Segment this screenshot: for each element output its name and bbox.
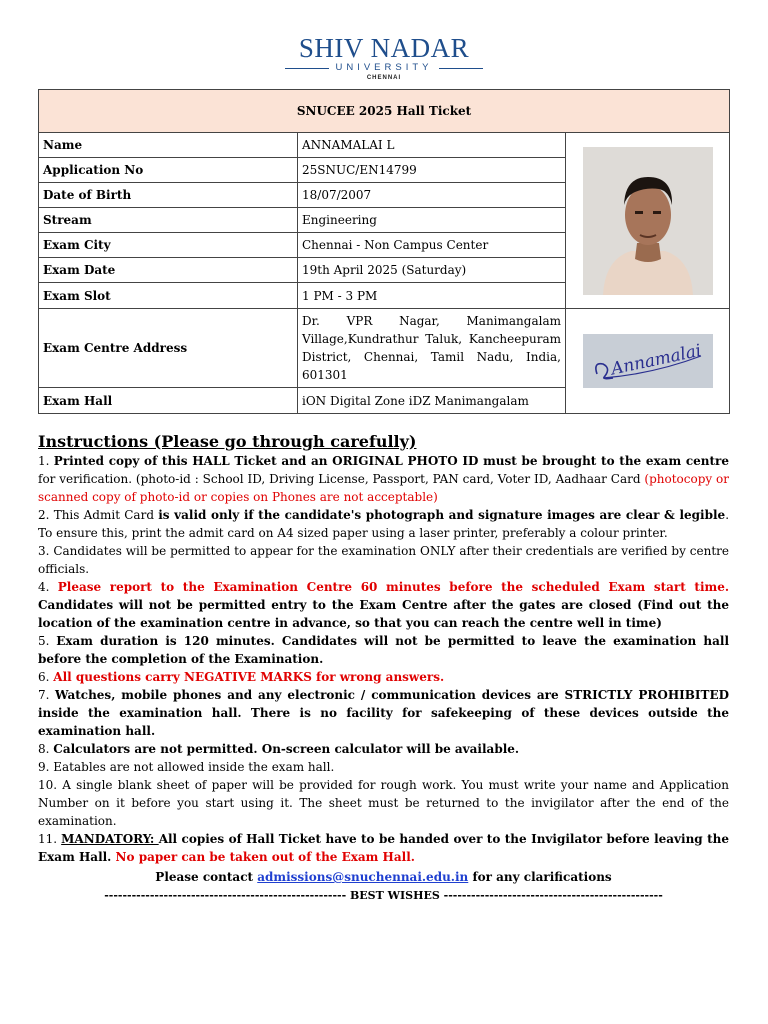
instruction-number: 7.: [38, 688, 56, 702]
instruction-number: 4.: [38, 580, 58, 594]
instruction-text: This Admit Card: [53, 508, 159, 522]
logo-sub: [0, 62, 768, 74]
row-label: Application No: [39, 158, 298, 183]
logo-rule-right: [439, 68, 483, 69]
instruction-bold: All copies of Hall Ticket have to be handed over to the Invigilator before leaving the Exam Hall.: [38, 832, 729, 864]
instruction-item: [38, 668, 729, 686]
contact-pre: Please contact: [155, 870, 258, 884]
instruction-item: [38, 686, 729, 740]
row-label: Date of Birth: [39, 183, 298, 208]
signature-text: Annamalai: [608, 340, 703, 380]
instruction-item: 9. Eatables are not allowed inside the exam hall.: [38, 760, 335, 774]
instruction-text: . To ensure this, print the admit card on A4 sized paper using a laser printer, preferably a colour printer.: [38, 508, 730, 540]
contact-line: [38, 868, 729, 886]
row-value-address: Dr. VPR Nagar, Manimangalam Village,Kundrathur Taluk, Kancheepuram District, Chennai, Tamil Nadu, India, 601301: [298, 309, 566, 388]
instruction-bold: Watches, mobile phones and any electronic / communication devices are STRICTLY PROHIBITED inside the examination hall. There is no facility for safekeeping of these devices outside the examination hall.: [38, 688, 730, 738]
logo-sub-text: UNIVERSITY: [335, 62, 433, 73]
instruction-bold: Calculators are not permitted. On-screen calculator will be available.: [53, 742, 520, 756]
row-label: Exam Date: [39, 258, 298, 283]
instruction-item: [38, 830, 729, 866]
instruction-text: for verification. (photo-id : School ID, Driving License, Passport, PAN card, Voter ID, Aadhaar Card: [38, 472, 645, 486]
best-wishes-line: ----------------------------------------------------- BEST WISHES ------------------------------------------------: [104, 889, 663, 902]
instruction-warning: All questions carry NEGATIVE MARKS for wrong answers.: [53, 670, 445, 684]
instructions-title: Instructions (Please go through carefully): [38, 432, 417, 451]
instruction-item: [38, 632, 729, 668]
row-label: Exam Centre Address: [39, 309, 298, 388]
instruction-number: 8.: [38, 742, 54, 756]
candidate-photo-image: [583, 147, 713, 295]
title-row: [39, 90, 730, 133]
contact-post: for any clarifications: [468, 870, 612, 884]
instruction-bold: Candidates will not be permitted entry to the Exam Centre after the gates are closed (Find out the location of the examination centre in advance, so that you can reach the centre well in time): [38, 598, 729, 630]
hall-ticket-title: SNUCEE 2025 Hall Ticket: [39, 90, 730, 133]
row-label: Exam City: [39, 233, 298, 258]
instruction-item: 10. A single blank sheet of paper will be provided for rough work. You must write your name and Application Number on it before you start using it. The sheet must be returned to the invigilator after the end of the examination.: [38, 778, 729, 828]
instruction-number: 5.: [38, 634, 57, 648]
row-label: Stream: [39, 208, 298, 233]
logo-rule-left: [285, 68, 329, 69]
university-logo: [0, 34, 768, 82]
row-value: iON Digital Zone iDZ Manimangalam: [298, 388, 566, 414]
instructions-section: [38, 432, 729, 905]
table-row: [39, 133, 730, 158]
logo-city: CHENNAI: [366, 75, 402, 81]
instruction-item: 3. Candidates will be permitted to appear for the examination ONLY after their credentials are verified by centre officials.: [38, 544, 729, 576]
instruction-mandatory: MANDATORY:: [61, 832, 159, 846]
row-label: Name: [39, 133, 298, 158]
instruction-bold: Printed copy of this HALL Ticket and an ORIGINAL PHOTO ID must be brought to the exam centre: [53, 454, 730, 468]
photo-cell: [566, 133, 730, 309]
instruction-bold: is valid only if the candidate's photograph and signature images are clear & legible: [158, 508, 726, 522]
logo-name: SHIV NADAR: [298, 33, 470, 63]
row-value: 19th April 2025 (Saturday): [298, 258, 566, 283]
row-value: ANNAMALAI L: [298, 133, 566, 158]
signature-cell: [566, 309, 730, 414]
row-label: Exam Slot: [39, 283, 298, 309]
table-row: [39, 309, 730, 388]
row-value: Chennai - Non Campus Center: [298, 233, 566, 258]
candidate-signature: [583, 334, 713, 388]
candidate-photo: [583, 147, 713, 295]
instruction-number: 6.: [38, 670, 54, 684]
instruction-item: [38, 506, 729, 542]
instruction-number: 1.: [38, 454, 54, 468]
instruction-item: [38, 578, 729, 632]
instruction-item: [38, 452, 729, 506]
instruction-warning: No paper can be taken out of the Exam Hall.: [111, 850, 415, 864]
instruction-number: 11.: [38, 832, 62, 846]
contact-email-link[interactable]: admissions@snuchennai.edu.in: [257, 870, 469, 884]
signature-image: [583, 334, 713, 388]
row-value: Engineering: [298, 208, 566, 233]
row-value: 25SNUC/EN14799: [298, 158, 566, 183]
row-value: 1 PM - 3 PM: [298, 283, 566, 309]
instruction-item: [38, 740, 729, 758]
hall-ticket-table: [38, 89, 730, 414]
instruction-warning: (photocopy or scanned copy of photo-id or copies on Phones are not acceptable): [38, 472, 729, 504]
row-label: Exam Hall: [39, 388, 298, 414]
instruction-number: 2.: [38, 508, 54, 522]
row-value: 18/07/2007: [298, 183, 566, 208]
instruction-warning: Please report to the Examination Centre 60 minutes before the scheduled Exam start time.: [57, 580, 730, 594]
instruction-bold: Exam duration is 120 minutes. Candidates will not be permitted to leave the examination hall before the completion of the Examination.: [38, 634, 730, 666]
